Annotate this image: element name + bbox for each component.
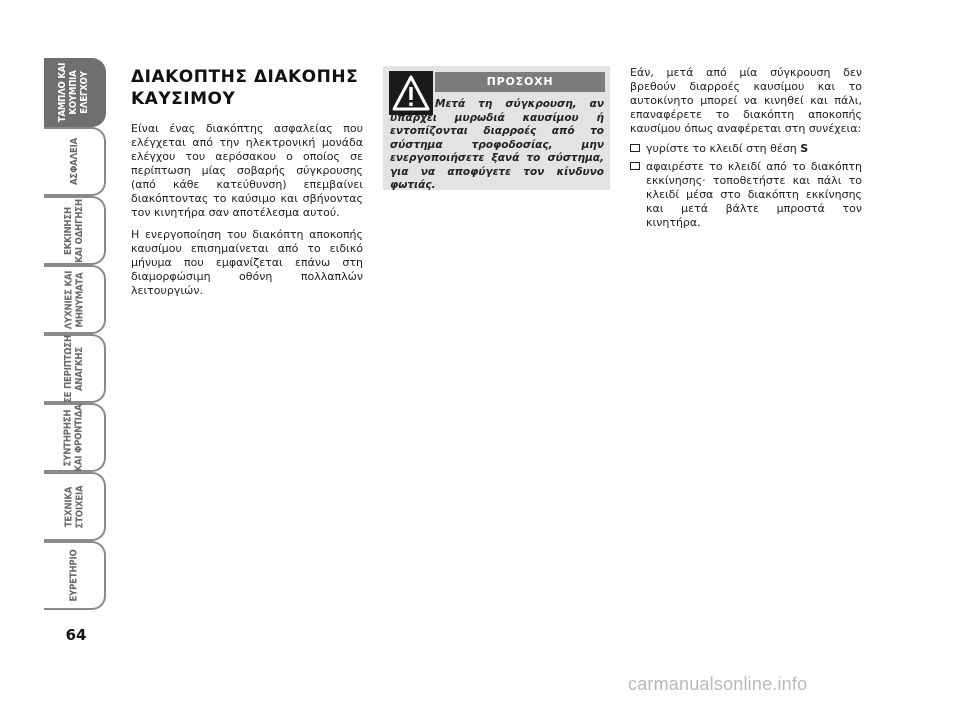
section-title	[131, 66, 363, 110]
activation-paragraph: Η ενεργοποίηση του διακόπτη αποκοπής καυσίμου επισημαίνεται από το ειδικό μήνυμα που εμφανίζεται επάνω στη διαμορφώσιμη οθόνη πολλαπλών λειτουργιών.	[131, 228, 363, 297]
tab-label: ΣΥΝΤΗΡΗΣΗ ΚΑΙ ΦΡΟΝΤΙΔΑ	[63, 403, 86, 472]
watermark: carmanualsonline.info	[628, 674, 808, 694]
tab-emergency[interactable]	[44, 334, 106, 403]
tab-safety[interactable]	[44, 127, 106, 196]
step1-text: γυρίστε το κλειδί στη θέση	[646, 142, 801, 155]
warning-box	[383, 66, 610, 190]
tab-dashboard-controls[interactable]	[44, 58, 106, 127]
warning-header: ΠΡΟΣΟΧΗ	[435, 72, 605, 92]
list-item	[630, 142, 862, 156]
tab-label: ΤΕΧΝΙΚΑ ΣΤΟΙΧΕΙΑ	[63, 485, 85, 528]
tab-label: ΑΣΦΑΛΕΙΑ	[68, 138, 80, 185]
tab-label: ΛΥΧΝΙΕΣ ΚΑΙ ΜΗΝΥΜΑΤΑ	[62, 270, 85, 329]
page-number: 64	[65, 626, 87, 644]
tab-starting-driving[interactable]	[44, 196, 106, 265]
tab-technical-data[interactable]	[44, 472, 106, 541]
section-fuel-cutoff	[131, 66, 363, 306]
reset-intro: Εάν, μετά από μία σύγκρουση δεν βρεθούν διαρροές καυσίμου και το αυτοκίνητο μπορεί να κινηθεί και πάλι, επαναφέρετε το διακόπτη αποκοπής καυσίμου όπως αναφέρεται στη συνέχεια:	[630, 66, 862, 135]
tab-label: ΕΚΚΙΝΗΣΗ ΚΑΙ ΟΔΗΓΗΣΗ	[63, 198, 86, 263]
chapter-tabs	[44, 58, 106, 610]
reset-instructions	[630, 66, 862, 234]
warning-text: Μετά τη σύγκρουση, αν υπάρχει μυρωδιά καυσίμου ή εντοπίζονται διαρροές από το σύστημα τροφοδοσίας, μην ενεργοποιήσετε ξανά το σύστημα, για να αποφύγετε τον κίνδυνο φωτιάς.	[390, 98, 604, 191]
list-item	[630, 160, 862, 230]
tab-label: ΕΥΡΕΤΗΡΙΟ	[68, 549, 80, 602]
tab-label: ΤΑΜΠΛΟ ΚΑΙ ΚΟΥΜΠΙΑ ΕΛΕΓΧΟΥ	[57, 62, 91, 123]
description-paragraph: Είναι ένας διακόπτης ασφαλείας που ελέγχεται από την ηλεκτρονική μονάδα ελέγχου του αερόσακου ο οποίος σε περίπτωση μίας σοβαρής σύγκρουσης (από κάθε κατεύθυνση) επεμβαίνει διακόπτοντας το καύσιμο και σβήνοντας τον κινητήρα σαν αποτέλεσμα αυτού.	[131, 122, 363, 219]
key-position: S	[800, 142, 809, 155]
tab-label: ΣΕ ΠΕΡΙΠΤΩΣΗ ΑΝΑΓΚΗΣ	[63, 334, 85, 403]
tab-maintenance[interactable]	[44, 403, 106, 472]
section-title-line1: ΔΙΑΚΟΠΤΗΣ ΔΙΑΚΟΠΗΣ	[131, 67, 359, 87]
tab-lights-messages[interactable]	[44, 265, 106, 334]
section-title-line2: ΚΑΥΣΙΜΟΥ	[131, 89, 236, 109]
checkbox-bullet-icon	[630, 162, 640, 170]
step2-text: αφαιρέστε το κλειδί από το διακόπτη εκκίνησης· τοποθετήστε και πάλι το κλειδί μέσα στο διακόπτη εκκίνησης και μετά βάλτε μπροστά τον κινητήρα.	[646, 160, 862, 229]
tab-index[interactable]	[44, 541, 106, 610]
checkbox-bullet-icon	[630, 144, 640, 152]
